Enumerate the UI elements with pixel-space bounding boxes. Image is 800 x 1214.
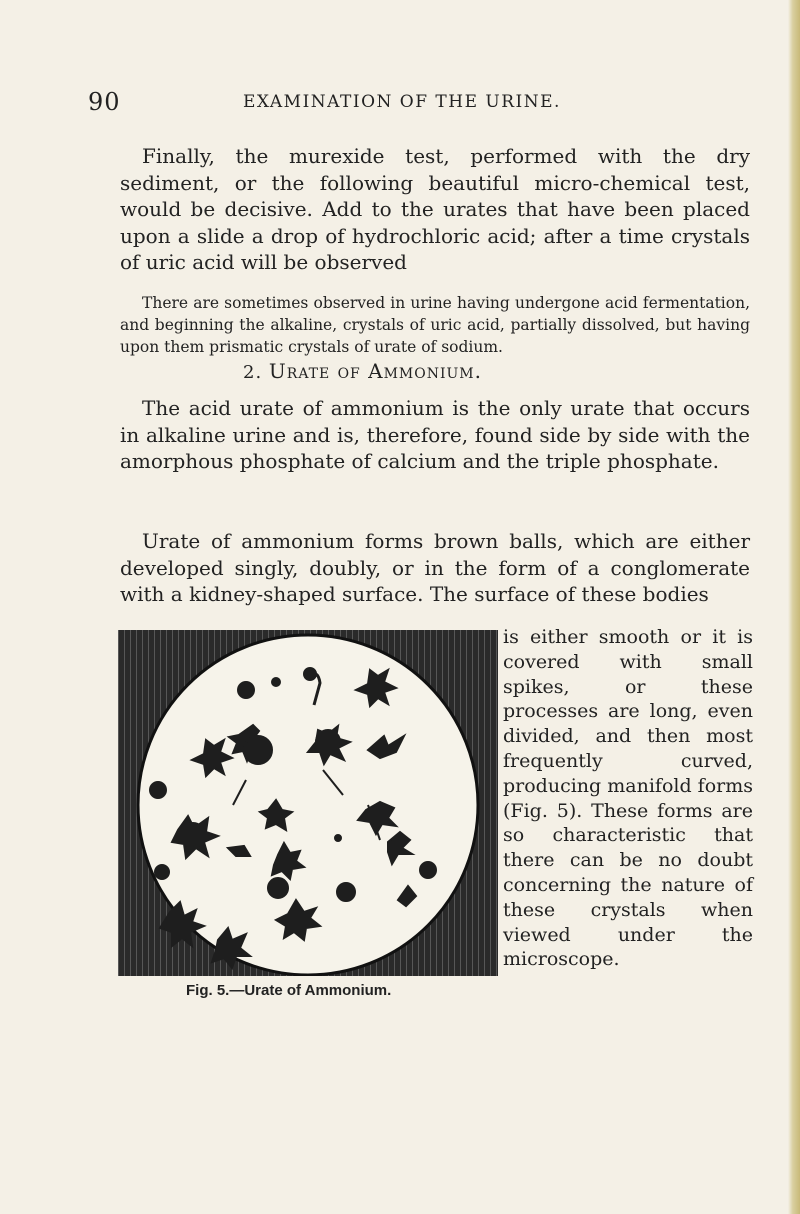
paragraph-wrap-text: is either smooth or it is covered with small spikes, or these processes are long, even divided, and then most frequently curved, producing manifold forms (Fig. 5). These forms are so characteristic that there can be no doubt concerning the nature of these crystals when viewed under the microscope.: [503, 626, 753, 971]
page-edge: [788, 0, 800, 1214]
section-heading: [243, 359, 482, 383]
section-number: 2.: [243, 362, 263, 383]
figure-urate-ammonium: [118, 630, 498, 976]
footnote-paragraph: There are sometimes observed in urine having undergone acid fermentation, and beginning the alkaline, crystals of uric acid, partially dissolved, but having upon them prismatic crystals of urate of sodium.: [120, 294, 750, 356]
microscope-illustration: [118, 630, 498, 976]
paragraph-murexide: Finally, the murexide test, performed with the dry sediment, or the following beautiful micro-chemical test, would be decisive. Add to the urates that have been placed upon a slide a drop of hydrochloric acid; after a time crystals of uric acid will be observed: [120, 144, 750, 274]
paragraph-urate-balls: Urate of ammonium forms brown balls, which are either developed singly, doubly, or in the form of a conglomerate with a kidney-shaped surface. The surface of these bodies: [120, 529, 750, 606]
section-title: Urate of Ammonium.: [268, 359, 482, 383]
page-number: 90: [88, 88, 121, 116]
running-title: EXAMINATION OF THE URINE.: [243, 92, 561, 112]
paragraph-acid-urate: The acid urate of ammonium is the only urate that occurs in alkaline urine and is, therefore, found side by side with the amorphous phosphate of calcium and the triple phosphate.: [120, 396, 750, 473]
figure-caption: Fig. 5.—Urate of Ammonium.: [186, 982, 392, 999]
